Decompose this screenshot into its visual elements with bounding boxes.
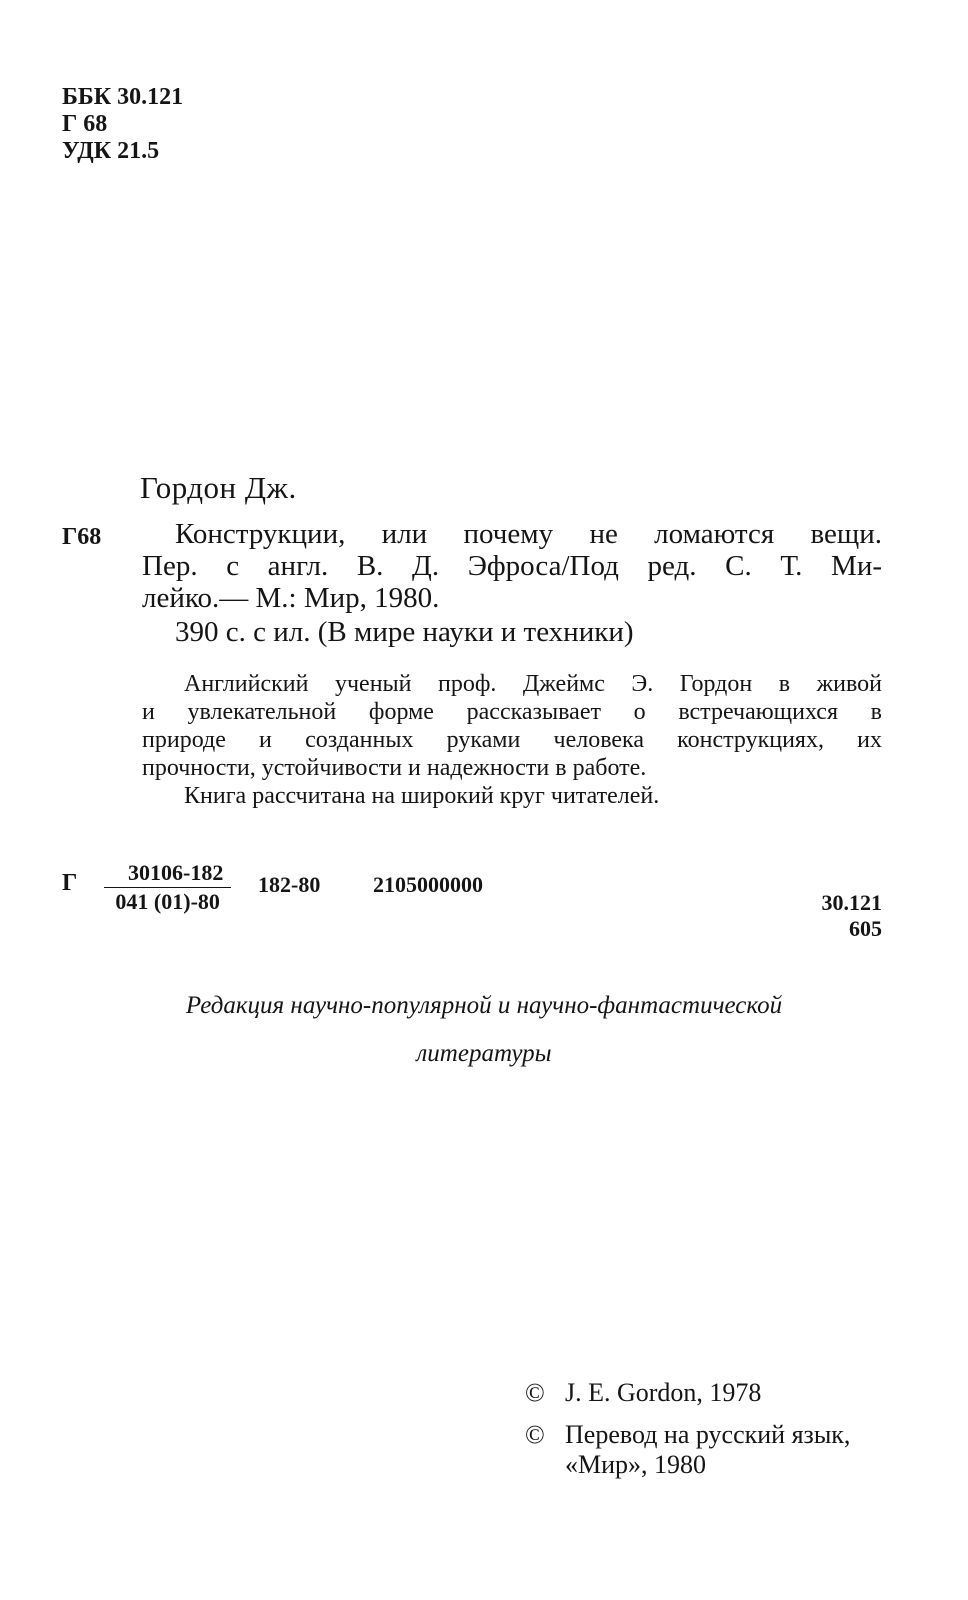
abstract-line: и увлекательной форме рассказывает о встречающихся в	[142, 699, 882, 725]
code-tail: 182-80	[258, 872, 321, 897]
editorial-line: литературы	[416, 1040, 552, 1067]
bbk-code: ББК 30.121	[62, 84, 184, 110]
copyright-translation	[525, 1420, 850, 1450]
copyright-icon: ©	[525, 1420, 545, 1449]
code-numerator: 30106-182	[104, 860, 231, 888]
code-letter: Г	[62, 870, 78, 896]
copyright-original	[525, 1378, 850, 1408]
abstract-line: Английский ученый проф. Джеймс Э. Гордон в живой	[184, 671, 882, 697]
bibliographic-description	[142, 518, 882, 648]
copyright-block	[525, 1378, 850, 1480]
author-mark: Г 68	[62, 111, 108, 137]
catalog-codes-block	[62, 84, 183, 165]
title-line: лейко.— М.: Мир, 1980.	[142, 582, 440, 614]
classification-block	[822, 890, 883, 942]
title-line: 390 с. с ил. (В мире науки и техники)	[175, 616, 634, 648]
copyright-original-text: J. E. Gordon, 1978	[565, 1378, 762, 1407]
copyright-publisher: «Мир», 1980	[565, 1450, 707, 1479]
title-line: Конструкции, или почему не ломаются вещи.	[175, 518, 882, 550]
class-number: 605	[849, 916, 882, 941]
code-fraction	[104, 860, 231, 915]
title-line: Пер. с англ. В. Д. Эфроса/Под ред. С. Т. Ми-	[142, 550, 882, 582]
classification-code: 30.121	[821, 890, 882, 915]
abstract-line: прочности, устойчивости и надежности в работе.	[142, 755, 647, 781]
abstract	[142, 670, 882, 810]
author-heading: Гордон Дж.	[140, 470, 297, 505]
index-mark: Г68	[62, 524, 102, 550]
isbn-code: 2105000000	[373, 872, 483, 897]
editorial-line: Редакция научно-популярной и научно-фантастической	[185, 992, 783, 1019]
udk-code: УДК 21.5	[62, 138, 160, 164]
code-denominator: 041 (01)-80	[115, 889, 220, 914]
abstract-line: природе и созданных руками человека конструкциях, их	[142, 727, 882, 753]
abstract-line: Книга рассчитана на широкий круг читателей.	[184, 783, 660, 809]
copyright-translation-text: Перевод на русский язык,	[565, 1420, 851, 1449]
copyright-icon: ©	[525, 1378, 545, 1407]
